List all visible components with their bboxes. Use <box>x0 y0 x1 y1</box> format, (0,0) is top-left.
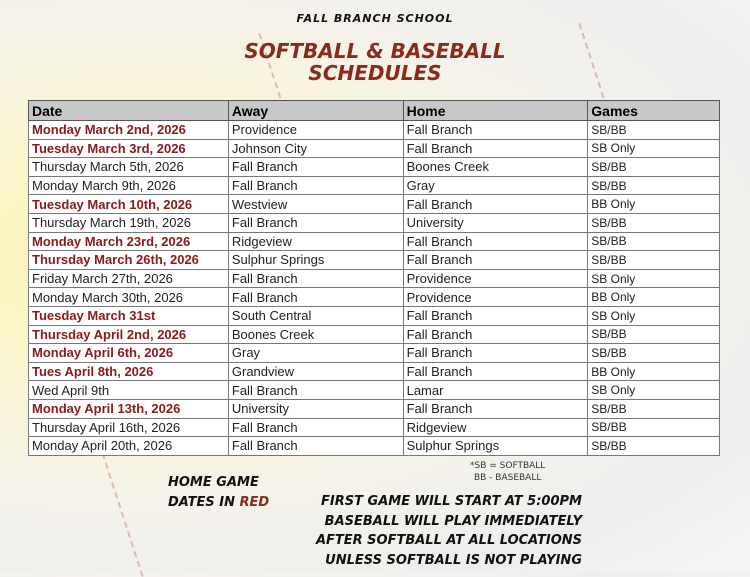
cell-home: Gray <box>403 176 588 195</box>
cell-home: Ridgeview <box>403 418 588 437</box>
table-row <box>29 251 720 270</box>
table-row <box>29 306 720 325</box>
cell-games: BB Only <box>588 362 720 381</box>
cell-date: Thursday April 16th, 2026 <box>29 418 229 437</box>
cell-games: BB Only <box>588 288 720 307</box>
cell-away: Fall Branch <box>228 158 403 177</box>
ball-seam-decoration <box>98 443 143 577</box>
cell-games: SB Only <box>588 381 720 400</box>
header-games: Games <box>588 101 720 121</box>
table-row <box>29 176 720 195</box>
cell-away: Johnson City <box>228 139 403 158</box>
cell-date: Monday April 6th, 2026 <box>29 344 229 363</box>
page-title <box>0 40 750 84</box>
cell-date: Wed April 9th <box>29 381 229 400</box>
school-name: FALL BRANCH SCHOOL <box>296 12 454 25</box>
cell-home: Fall Branch <box>403 362 588 381</box>
cell-away: Fall Branch <box>228 437 403 456</box>
note-line: AFTER SOFTBALL AT ALL LOCATIONS <box>315 533 582 548</box>
note-line: FIRST GAME WILL START AT 5:00PM <box>321 494 582 509</box>
cell-games: SB/BB <box>588 344 720 363</box>
cell-date: Thursday March 26th, 2026 <box>29 251 229 270</box>
home-game-note <box>168 473 269 513</box>
table-row <box>29 232 720 251</box>
cell-date: Tuesday March 31st <box>29 306 229 325</box>
cell-date: Monday March 30th, 2026 <box>29 288 229 307</box>
cell-games: SB/BB <box>588 251 720 270</box>
table-row <box>29 213 720 232</box>
table-row <box>29 269 720 288</box>
cell-date: Thursday March 5th, 2026 <box>29 158 229 177</box>
cell-games: SB/BB <box>588 437 720 456</box>
cell-date: Tues April 8th, 2026 <box>29 362 229 381</box>
cell-away: Fall Branch <box>228 213 403 232</box>
cell-date: Friday March 27th, 2026 <box>29 269 229 288</box>
cell-away: Boones Creek <box>228 325 403 344</box>
home-note-red-word: RED <box>239 495 270 510</box>
cell-games: SB/BB <box>588 158 720 177</box>
cell-home: Fall Branch <box>403 121 588 140</box>
header-date: Date <box>29 101 229 121</box>
home-note-prefix: DATES IN <box>168 495 240 510</box>
cell-date: Monday April 13th, 2026 <box>29 399 229 418</box>
cell-home: Boones Creek <box>403 158 588 177</box>
table-row <box>29 344 720 363</box>
cell-away: Fall Branch <box>228 288 403 307</box>
cell-games: SB/BB <box>588 232 720 251</box>
cell-home: University <box>403 213 588 232</box>
table-header-row <box>29 101 720 121</box>
cell-home: Lamar <box>403 381 588 400</box>
table-row <box>29 195 720 214</box>
table-row <box>29 158 720 177</box>
cell-home: Fall Branch <box>403 251 588 270</box>
schedule-table <box>28 100 720 456</box>
cell-date: Tuesday March 3rd, 2026 <box>29 139 229 158</box>
table-row <box>29 362 720 381</box>
cell-away: Grandview <box>228 362 403 381</box>
table-row <box>29 121 720 140</box>
home-note-line-1: HOME GAME <box>168 475 259 490</box>
cell-games: SB Only <box>588 269 720 288</box>
cell-away: Ridgeview <box>228 232 403 251</box>
cell-games: SB Only <box>588 306 720 325</box>
table-row <box>29 325 720 344</box>
cell-date: Thursday March 19th, 2026 <box>29 213 229 232</box>
cell-games: SB/BB <box>588 121 720 140</box>
cell-home: Fall Branch <box>403 306 588 325</box>
note-line: UNLESS SOFTBALL IS NOT PLAYING <box>325 552 582 568</box>
cell-home: Sulphur Springs <box>403 437 588 456</box>
cell-home: Fall Branch <box>403 195 588 214</box>
cell-games: BB Only <box>588 195 720 214</box>
table-row <box>29 437 720 456</box>
cell-date: Monday March 23rd, 2026 <box>29 232 229 251</box>
cell-away: Westview <box>228 195 403 214</box>
cell-away: Fall Branch <box>228 381 403 400</box>
header-home: Home <box>403 101 588 121</box>
cell-away: Sulphur Springs <box>228 251 403 270</box>
note-line: BASEBALL WILL PLAY IMMEDIATELY <box>324 513 582 529</box>
cell-date: Monday March 9th, 2026 <box>29 176 229 195</box>
table-row <box>29 288 720 307</box>
cell-away: Fall Branch <box>228 269 403 288</box>
games-legend <box>470 460 545 484</box>
cell-home: Fall Branch <box>403 139 588 158</box>
cell-date: Monday March 2nd, 2026 <box>29 121 229 140</box>
cell-away: Providence <box>228 121 403 140</box>
legend-bb: BB - BASEBALL <box>473 473 542 483</box>
cell-home: Fall Branch <box>403 325 588 344</box>
cell-games: SB/BB <box>588 325 720 344</box>
table-row <box>29 139 720 158</box>
cell-date: Tuesday March 10th, 2026 <box>29 195 229 214</box>
cell-games: SB Only <box>588 139 720 158</box>
cell-away: South Central <box>228 306 403 325</box>
cell-home: Providence <box>403 269 588 288</box>
cell-games: SB/BB <box>588 213 720 232</box>
table-row <box>29 381 720 400</box>
header-away: Away <box>228 101 403 121</box>
cell-home: Providence <box>403 288 588 307</box>
cell-date: Thursday April 2nd, 2026 <box>29 325 229 344</box>
cell-home: Fall Branch <box>403 399 588 418</box>
legend-sb: *SB = SOFTBALL <box>470 461 546 471</box>
table-row <box>29 418 720 437</box>
cell-date: Monday April 20th, 2026 <box>29 437 229 456</box>
cell-games: SB/BB <box>588 399 720 418</box>
cell-away: Fall Branch <box>228 176 403 195</box>
table-row <box>29 399 720 418</box>
cell-away: University <box>228 399 403 418</box>
cell-away: Gray <box>228 344 403 363</box>
title-line-1: SOFTBALL & BASEBALL <box>244 39 506 63</box>
cell-games: SB/BB <box>588 176 720 195</box>
cell-away: Fall Branch <box>228 418 403 437</box>
cell-home: Fall Branch <box>403 232 588 251</box>
game-notes <box>316 492 582 570</box>
title-line-2: SCHEDULES <box>308 61 442 85</box>
cell-home: Fall Branch <box>403 344 588 363</box>
cell-games: SB/BB <box>588 418 720 437</box>
